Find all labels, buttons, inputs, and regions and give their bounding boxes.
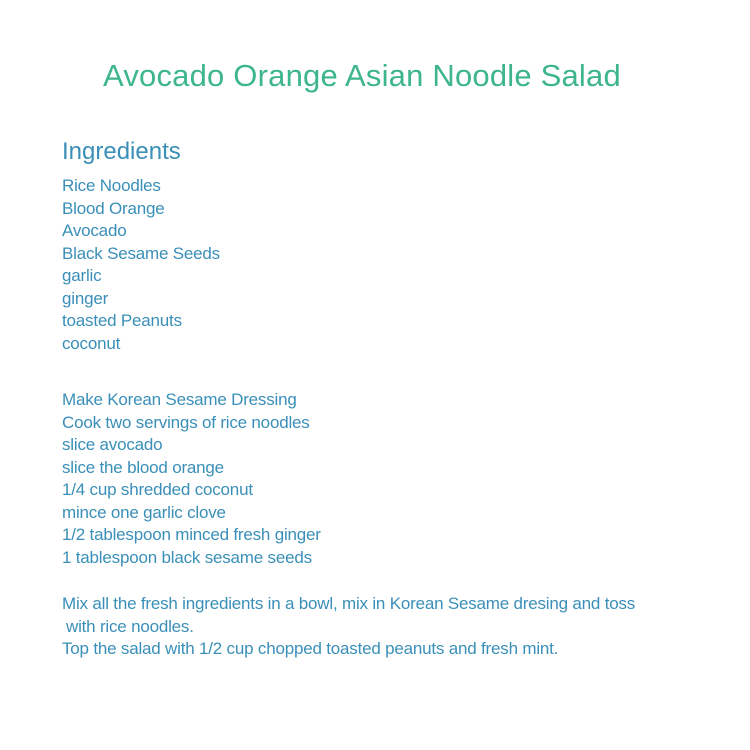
step-item: mince one garlic clove <box>62 502 226 522</box>
step-item: 1 tablespoon black sesame seeds <box>62 547 312 567</box>
step-item: Make Korean Sesame Dressing <box>62 390 297 409</box>
ingredient-item: coconut <box>62 333 121 353</box>
direction-line: Top the salad with 1/2 cup chopped toasted peanuts and fresh mint. <box>62 639 559 658</box>
ingredient-item: garlic <box>62 266 102 285</box>
ingredient-item: toasted Peanuts <box>62 311 182 330</box>
step-item: 1/2 tablespoon minced fresh ginger <box>62 525 321 544</box>
step-item: slice the blood orange <box>62 457 224 477</box>
direction-line: Mix all the fresh ingredients in a bowl, mix in Korean Sesame dresing and toss <box>62 594 636 613</box>
ingredient-item: Black Sesame Seeds <box>62 243 220 263</box>
step-item: slice avocado <box>62 435 163 454</box>
steps-list <box>62 389 321 569</box>
direction-line: with rice noodles. <box>66 616 194 636</box>
ingredient-item: Avocado <box>62 221 127 240</box>
step-item: Cook two servings of rice noodles <box>62 412 310 432</box>
ingredients-list <box>62 175 220 355</box>
ingredient-item: Rice Noodles <box>62 176 161 195</box>
ingredients-heading: Ingredients <box>62 138 181 165</box>
ingredient-item: ginger <box>62 288 109 308</box>
directions-paragraph <box>62 593 635 661</box>
recipe-title: Avocado Orange Asian Noodle Salad <box>103 58 621 93</box>
ingredient-item: Blood Orange <box>62 198 165 218</box>
step-item: 1/4 cup shredded coconut <box>62 480 253 499</box>
